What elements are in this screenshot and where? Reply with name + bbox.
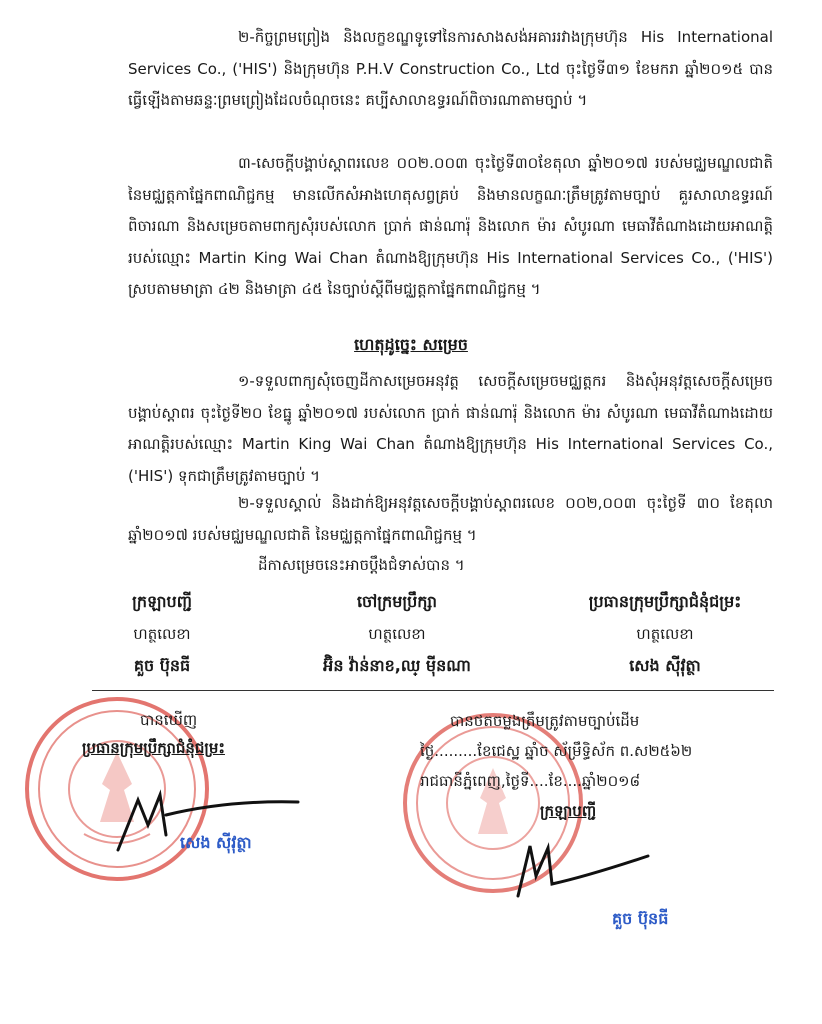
president-name: សេង ស៊ីវុត្ថា <box>629 656 701 675</box>
seen-label: បានឃើញ <box>140 711 198 729</box>
certified-line-3: រាជធានីភ្នំពេញ,ថ្ងៃទី....ខែ....ឆ្នាំ២០១៨ <box>420 772 641 790</box>
advisors-names: អ៊ិន វ៉ាន់នាខ,ឈ្ មុីនណា <box>323 656 471 675</box>
president-signature-label: ហត្ថលេខា <box>636 625 694 643</box>
divider <box>92 690 774 691</box>
appeal-note: ដីកាសម្រេចនេះអាចប្តឹងជំទាស់បាន ។ <box>258 556 465 574</box>
clerk-name: គួច ប៊ុនធី <box>133 656 191 675</box>
decision-2: ២-ទទួលស្គាល់ និងដាក់ឱ្យអនុវត្តសេចក្តីបង្គាប់ស្តាពរលេខ ០០២,០០៣ ចុះថ្ងៃទី ៣០ ខែតុលា ឆ្នាំ២០១៧ របស់មជ្ឈមណ្ឌលជាតិ នៃមជ្ឈត្តកាផ្នែកពាណិជ្ជកម្ម ។ <box>128 494 773 544</box>
decision-heading: ហេតុដូច្នេះ សម្រេច <box>354 335 468 354</box>
signature-block-clerk <box>72 586 252 682</box>
certified-title: ក្រឡាបញ្ជី <box>540 802 597 820</box>
seen-title: ប្រធានក្រុមប្រឹក្សាជំនុំជម្រះ <box>82 739 225 757</box>
certified-signer-name: គួច ប៊ុនធី <box>612 909 669 928</box>
president-title: ប្រធានក្រុមប្រឹក្សាជំនុំជម្រះ <box>588 592 742 611</box>
certified-line-1: បានថតចម្លងត្រឹមត្រូវតាមច្បាប់ដើម <box>450 712 640 730</box>
clerk-title: ក្រឡាបញ្ជី <box>132 592 192 611</box>
certified-line-2: ថ្ងៃ.........ខែជេស្ឋ ឆ្នាំច ស័ម្រឹទ្ធិស័ក ព.ស២៥៦២ <box>420 742 693 760</box>
paragraph-3: ៣-សេចក្តីបង្គាប់ស្តាពរលេខ ០០២.០០៣ ចុះថ្ងៃទី៣០ខែតុលា ឆ្នាំ២០១៧ របស់មជ្ឈមណ្ឌលជាតិនៃមជ្ឈត្តកាផ្នែកពាណិជ្ជកម្ម មានលើកសំអាងហេតុសព្វគ្រប់ និងមានលក្ខណៈត្រឹមត្រូវតាមច្បាប់ គួរសាលាឧទ្ធរណ៍ពិចារណា និងសម្រេចតាមពាក្យសុំរបស់លោក ប្រាក់ ផាន់ណារ៉ុ និងលោក ម៉ារ សំបូរណា មេធាវីតំណាងដោយអាណត្តិរបស់ឈ្មោះ Martin King Wai Chan តំណាងឱ្យក្រុមហ៊ុន His International Services Co., ('HIS') ស្របតាមមាត្រា ៤២ និងមាត្រា ៤៥ នៃច្បាប់ស្តីពីមជ្ឈត្តកាផ្នែកពាណិជ្ជកម្ម ។ <box>128 154 773 298</box>
signature-block-advisors <box>262 586 532 682</box>
signature-block-president <box>520 586 810 682</box>
seen-signer-name: សេង ស៊ីវុត្ថា <box>180 833 252 852</box>
advisors-signature-label: ហត្ថលេខា <box>368 625 426 643</box>
decision-1: ១-ទទួលពាក្យសុំចេញដីកាសម្រេចអនុវត្ត សេចក្តីសម្រេចមជ្ឈត្តករ និងសុំអនុវត្តសេចក្តីសម្រេចបង្គាប់ស្តាពរ ចុះថ្ងៃទី២០ ខែធ្នូ ឆ្នាំ២០១៧ របស់លោក ប្រាក់ ផាន់ណារ៉ុ និងលោក ម៉ារ សំបូរណា មេធាវីតំណាងដោយអាណត្តិរបស់ឈ្មោះ Martin King Wai Chan តំណាងឱ្យក្រុមហ៊ុន His International Services Co., ('HIS') ទុកជាត្រឹមត្រូវតាមច្បាប់ ។ <box>128 372 773 485</box>
clerk-handwritten-signature <box>508 836 658 906</box>
paragraph-2: ២-កិច្ចព្រមព្រៀង និងលក្ខខណ្ឌទូទៅនៃការសាងសង់អគាររវាងក្រុមហ៊ុន His International Services Co., ('HIS') និងក្រុមហ៊ុន P.H.V Construction Co., Ltd ចុះថ្ងៃទី៣១ ខែមករា ឆ្នាំ២០១៥ បានធ្វើឡើងតាមឆន្ទៈព្រមព្រៀងដែលចំណុចនេះ គប្បីសាលាឧទ្ធរណ៍ពិចារណាតាមច្បាប់ ។ <box>128 28 773 109</box>
advisors-title: ចៅក្រមប្រឹក្សា <box>356 592 438 611</box>
seen-block <box>82 706 330 762</box>
certified-copy-block <box>420 706 800 826</box>
clerk-signature-label: ហត្ថលេខា <box>133 625 191 643</box>
